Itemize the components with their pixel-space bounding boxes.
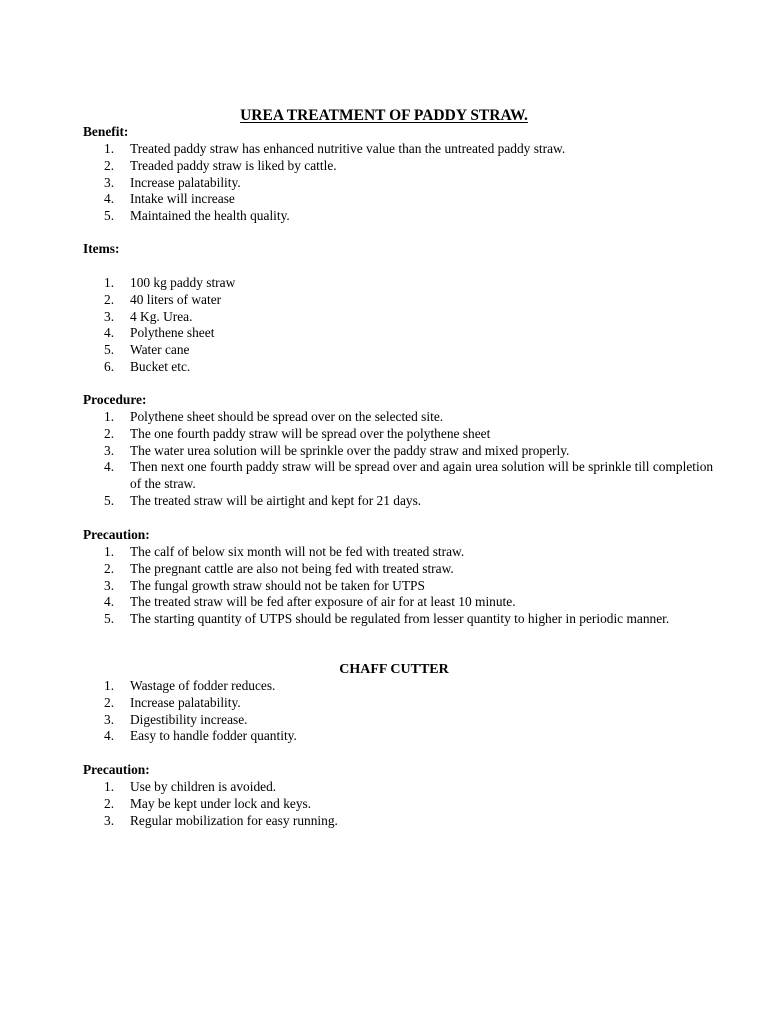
list-text: Intake will increase [130,191,235,207]
list-item [83,208,723,225]
list-number: 5. [104,342,115,358]
list-number: 2. [104,795,115,811]
list-item [83,813,723,830]
list-text: The treated straw will be airtight and kept for 21 days. [130,492,422,508]
list-number: 3. [104,174,115,190]
list-item [83,426,723,443]
list-text: Bucket etc. [130,358,191,374]
list-number: 1. [104,544,115,559]
list-text: The one fourth paddy straw will be spread over the polythene sheet [130,425,491,441]
list-item [83,325,723,342]
list-item [83,578,723,595]
list-text: The treated straw will be fed after exposure of air for at least 10 minute. [130,594,516,610]
list-number: 4. [104,728,115,744]
list-text: Treaded paddy straw is liked by cattle. [130,157,337,173]
list-item [83,443,723,460]
list-number: 1. [104,409,115,424]
list-item [83,409,723,426]
list-number: 3. [104,442,115,458]
list-text: Polythene sheet should be spread over on the selected site. [130,409,444,424]
list-item [83,309,723,326]
list-text: The calf of below six month will not be fed with treated straw. [130,544,465,559]
precaution-list [83,544,723,628]
list-text: Then next one fourth paddy straw will be spread over and again urea solution will be sprinkle till completion of the straw. [130,459,714,492]
list-number: 5. [104,492,115,508]
benefit-list [83,141,723,225]
items-list [83,275,723,376]
list-text: Increase palatability. [130,694,241,710]
list-item [83,175,723,192]
list-number: 3. [104,308,115,324]
list-text: Digestibility increase. [130,711,248,727]
list-item [83,544,723,561]
procedure-heading: Procedure: [83,392,147,407]
list-item [83,695,723,712]
list-number: 2. [104,291,115,307]
list-number: 6. [104,358,115,374]
list-text: 4 Kg. Urea. [130,308,193,324]
list-item [83,158,723,175]
list-number: 2. [104,560,115,576]
precaution-heading: Precaution: [83,762,150,777]
list-item [83,191,723,208]
precaution-list [83,779,723,829]
list-text: Wastage of fodder reduces. [130,678,276,693]
list-text: Maintained the health quality. [130,208,290,224]
list-number: 2. [104,694,115,710]
list-item [83,712,723,729]
list-item [83,459,723,493]
list-text: The fungal growth straw should not be taken for UTPS [130,577,425,593]
list-item [83,611,723,628]
list-item [83,728,723,745]
list-number: 1. [104,275,115,290]
list-text: Use by children is avoided. [130,779,277,794]
list-item [83,493,723,510]
list-text: Regular mobilization for easy running. [130,812,338,828]
list-item [83,275,723,292]
list-item [83,141,723,158]
list-item [83,342,723,359]
list-number: 5. [104,611,115,627]
list-text: The starting quantity of UTPS should be regulated from lesser quantity to higher in periodic manner. [130,611,670,627]
list-item [83,359,723,376]
list-text: Easy to handle fodder quantity. [130,728,297,744]
benefit-heading: Benefit: [83,124,129,139]
list-item [83,594,723,611]
list-text: Increase palatability. [130,174,241,190]
list-number: 2. [104,425,115,441]
document-title: UREA TREATMENT OF PADDY STRAW. [240,107,528,124]
list-text: The water urea solution will be sprinkle over the paddy straw and mixed properly. [130,442,570,458]
chaff-cutter-list [83,678,723,745]
list-number: 1. [104,779,115,794]
list-text: Polythene sheet [130,325,215,341]
chaff-cutter-heading: CHAFF CUTTER [339,662,449,677]
list-number: 1. [104,141,115,156]
list-number: 1. [104,678,115,693]
list-text: The pregnant cattle are also not being fed with treated straw. [130,560,454,576]
list-number: 3. [104,711,115,727]
items-heading: Items: [83,241,120,256]
list-item [83,796,723,813]
list-number: 4. [104,594,115,610]
procedure-list [83,409,723,510]
list-text: 100 kg paddy straw [130,275,236,290]
list-number: 4. [104,191,115,207]
list-item [83,779,723,796]
list-number: 5. [104,208,115,224]
list-item [83,678,723,695]
list-text: May be kept under lock and keys. [130,795,312,811]
list-number: 4. [104,325,115,341]
list-text: Treated paddy straw has enhanced nutritive value than the untreated paddy straw. [130,141,566,156]
list-number: 3. [104,812,115,828]
list-item [83,561,723,578]
list-number: 4. [104,459,115,475]
list-text: 40 liters of water [130,291,222,307]
list-number: 3. [104,577,115,593]
list-number: 2. [104,157,115,173]
list-item [83,292,723,309]
list-text: Water cane [130,342,190,358]
precaution-heading: Precaution: [83,527,150,542]
